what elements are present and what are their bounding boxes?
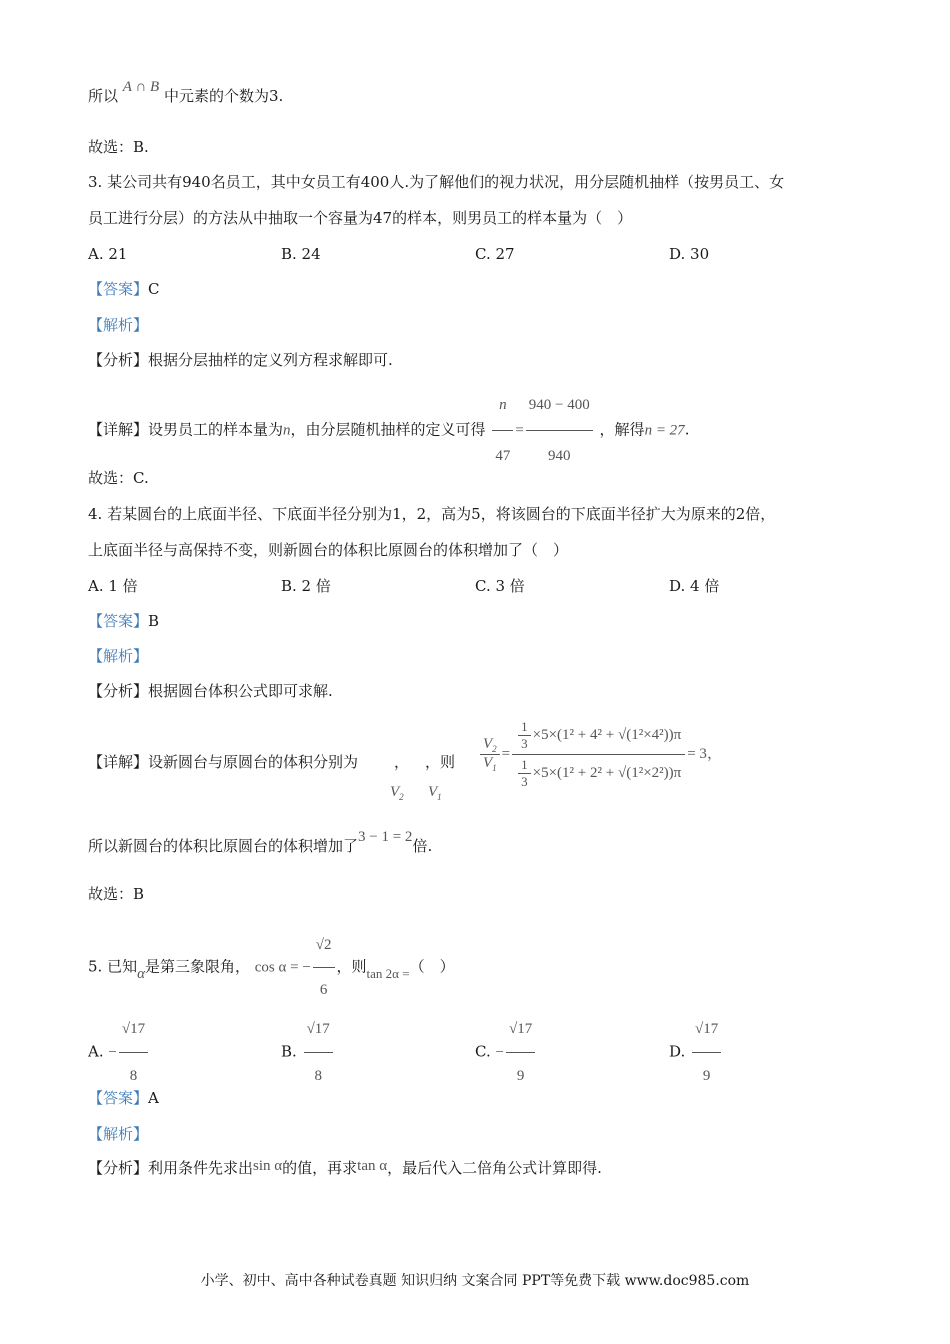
q4-choose: 故选：B bbox=[88, 885, 145, 903]
q5-stem: 5. 已知α是第三象限角， cos α = − $\frac{√2}{6}$ ，则tan 2α =（ ） bbox=[88, 923, 455, 1012]
q4-line2: 上底面半径与高保持不变，则新圆台的体积比原圆台的体积增加了（ ） bbox=[88, 541, 569, 559]
page-footer: 小学、初中、高中各种试卷真题 知识归纳 文案合同 PPT等免费下载 www.doc985.com bbox=[200, 1273, 750, 1289]
q4-option-a: A. 1 倍 bbox=[88, 577, 138, 595]
q3-line1: 3. 某公司共有940名员工，其中女员工有400人.为了解他们的视力状况，用分层随机抽样（按男员工、女 bbox=[88, 173, 785, 191]
q5-answer: 【答案】A bbox=[88, 1089, 159, 1107]
fraction-sqrt2-over-6: $\frac{√2}{6}$ bbox=[313, 923, 335, 1012]
fraction-n-over-47: $\frac{n}{47}$ bbox=[492, 380, 513, 481]
q5-option-c: C. − $\frac{√17}{9}$ bbox=[475, 1006, 537, 1099]
q4-option-d: D. 4 倍 bbox=[669, 577, 720, 595]
q3-option-a: A. 21 bbox=[88, 245, 128, 263]
symbol-v2: $V_2$ bbox=[390, 784, 404, 802]
q4-detail: 【详解】设新圆台与原圆台的体积分别为 ， ，则 bbox=[88, 753, 456, 771]
q5-option-a: A. − $\frac{√17}{8}$ bbox=[88, 1006, 150, 1099]
q3-option-c: C. 27 bbox=[475, 245, 515, 263]
q3-detail: 【详解】设男员工的样本量为n，由分层随机抽样的定义可得 $\frac{n}{47}$ = $\frac{940 - 400}{940}$ ，解得n = 27. bbox=[88, 380, 689, 481]
q4-answer: 【答案】B bbox=[88, 612, 160, 630]
choose-line-1: 故选：B. bbox=[88, 138, 149, 156]
fraction-940: $\frac{940 - 400}{940}$ bbox=[526, 380, 593, 481]
q3-option-b: B. 24 bbox=[281, 245, 321, 263]
q4-analysis-tag: 【解析】 bbox=[88, 647, 149, 665]
symbol-v1: $V_1$ bbox=[428, 784, 442, 802]
q3-choose: 故选：C. bbox=[88, 469, 149, 487]
q3-answer: 【答案】C bbox=[88, 280, 160, 298]
q5-analysis-tag: 【解析】 bbox=[88, 1125, 149, 1143]
q4-fenxi: 【分析】根据圆台体积公式即可求解. bbox=[88, 682, 333, 700]
q4-option-c: C. 3 倍 bbox=[475, 577, 525, 595]
q4-line1: 4. 若某圆台的上底面半径、下底面半径分别为1，2，高为5，将该圆台的下底面半径扩大为原来的2倍， bbox=[88, 505, 776, 523]
volume-fraction: $\frac{1}{3}$ ×5×(1² + 4² + √(1²×4²))π $\frac{1}{3}$ ×5×(1² + 2² + √(1²×2²))π bbox=[512, 717, 685, 792]
q3-line2: 员工进行分层）的方法从中抽取一个容量为47的样本，则男员工的样本量为（ ） bbox=[88, 209, 633, 227]
fraction-v2-over-v1: $\frac{V_2}{V_1}$ bbox=[480, 736, 500, 773]
q5-fenxi: 【分析】利用条件先求出sin α的值，再求tan α，最后代入二倍角公式计算即得. bbox=[88, 1158, 602, 1177]
intro-line: 所以 A ∩ B 中元素的个数为3. bbox=[88, 79, 284, 105]
q3-analysis-tag: 【解析】 bbox=[88, 316, 149, 334]
q3-fenxi: 【分析】根据分层抽样的定义列方程求解即可. bbox=[88, 351, 393, 369]
q5-option-d: D. $\frac{√17}{9}$ bbox=[669, 1006, 723, 1099]
q5-option-b: B. $\frac{√17}{8}$ bbox=[281, 1006, 335, 1099]
volume-ratio-equation: $\frac{V_2}{V_1}$ = $\frac{1}{3}$ ×5×(1² + 4² + √(1²×4²))π $\frac{1}{3}$ ×5×(1² + 2² + √(1²×2²))π = 3， bbox=[478, 717, 722, 792]
q3-option-d: D. 30 bbox=[669, 245, 710, 263]
q4-option-b: B. 2 倍 bbox=[281, 577, 331, 595]
q4-conclusion: 所以新圆台的体积比原圆台的体积增加了3 − 1 = 2倍. bbox=[88, 829, 433, 855]
math-intersection: A ∩ B bbox=[122, 79, 160, 95]
